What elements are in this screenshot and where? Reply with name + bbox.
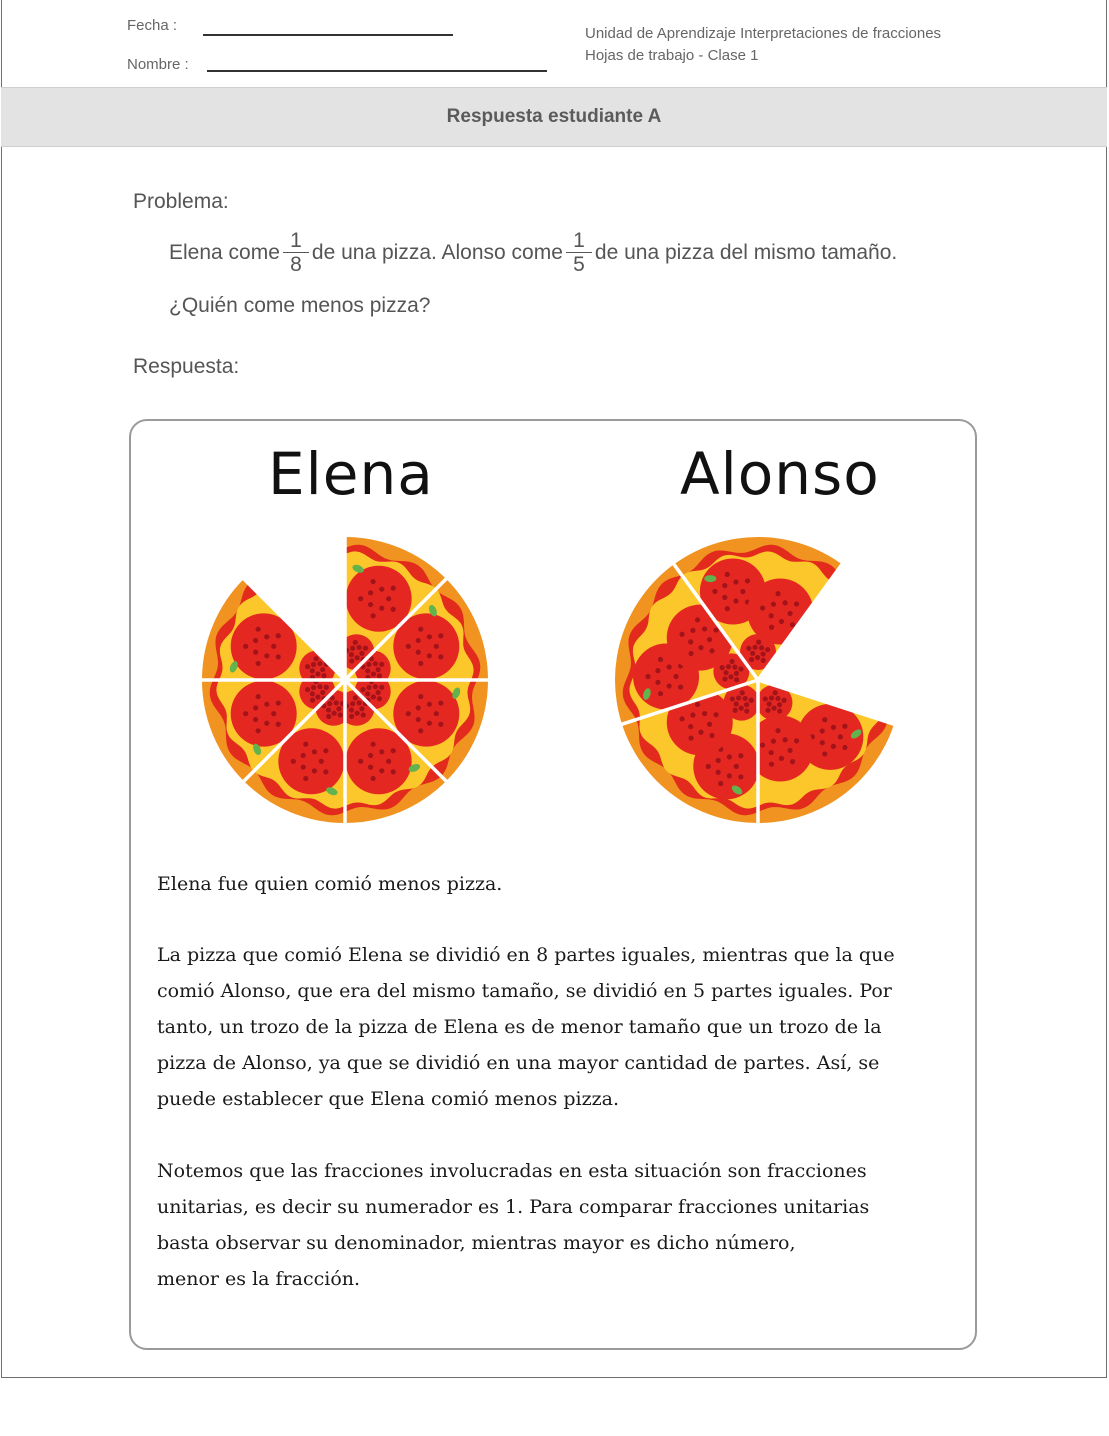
- problem-question: ¿Quién come menos pizza?: [169, 294, 431, 317]
- fraction-numerator: 1: [573, 229, 585, 252]
- elena-pizza: [195, 530, 495, 830]
- problem-statement: [169, 229, 897, 276]
- problem-text-2: de una pizza. Alonso come: [311, 240, 563, 264]
- fraction-denominator: 8: [290, 253, 302, 277]
- answer-line: comió Alonso, que era del mismo tamaño, se dividió en 5 partes iguales. Por: [157, 980, 892, 1002]
- answer-line: La pizza que comió Elena se dividió en 8 partes iguales, mientras que la que: [157, 944, 895, 966]
- answer-note: [157, 1153, 917, 1297]
- worksheet-subtitle: Hojas de trabajo - Clase 1: [585, 47, 759, 64]
- basil-leaf: [704, 575, 716, 582]
- fraction-denominator: 5: [573, 253, 585, 277]
- answer-line: pizza de Alonso, ya que se dividió en una mayor cantidad de partes. Así, se: [157, 1052, 880, 1074]
- section-band: [1, 87, 1107, 147]
- fraction-one-eighth: [283, 229, 309, 276]
- date-line: [203, 34, 453, 36]
- answer-label: Respuesta:: [133, 355, 240, 378]
- answer-line: basta observar su denominador, mientras mayor es dicho número,: [157, 1232, 796, 1254]
- fraction-numerator: 1: [290, 229, 302, 252]
- band-title: Respuesta estudiante A: [446, 106, 662, 127]
- answer-line: unitarias, es decir su numerador es 1. Para comparar fracciones unitarias: [157, 1196, 870, 1218]
- answer-line: puede establecer que Elena comió menos pizza.: [157, 1088, 620, 1110]
- problem-text-1: Elena come: [169, 240, 280, 264]
- answer-conclusion: Elena fue quien comió menos pizza.: [157, 873, 503, 895]
- problem-label: Problema:: [133, 190, 229, 213]
- name-line: [207, 70, 547, 72]
- answer-line: Notemos que las fracciones involucradas en esta situación son fracciones: [157, 1160, 867, 1182]
- elena-title: Elena: [268, 440, 434, 508]
- date-label: Fecha :: [127, 17, 178, 34]
- pizza-slice: [202, 579, 345, 687]
- alonso-pizza: [608, 530, 908, 830]
- answer-explanation: [157, 937, 917, 1117]
- answer-line: menor es la fracción.: [157, 1268, 361, 1290]
- name-label: Nombre :: [127, 56, 189, 73]
- unit-title: Unidad de Aprendizaje Interpretaciones de fracciones: [585, 25, 942, 42]
- fraction-one-fifth: [566, 229, 592, 276]
- answer-line: tanto, un trozo de la pizza de Elena es de menor tamaño que un trozo de la: [157, 1016, 882, 1038]
- alonso-title: Alonso: [680, 440, 880, 508]
- problem-text-3: de una pizza del mismo tamaño.: [594, 240, 898, 264]
